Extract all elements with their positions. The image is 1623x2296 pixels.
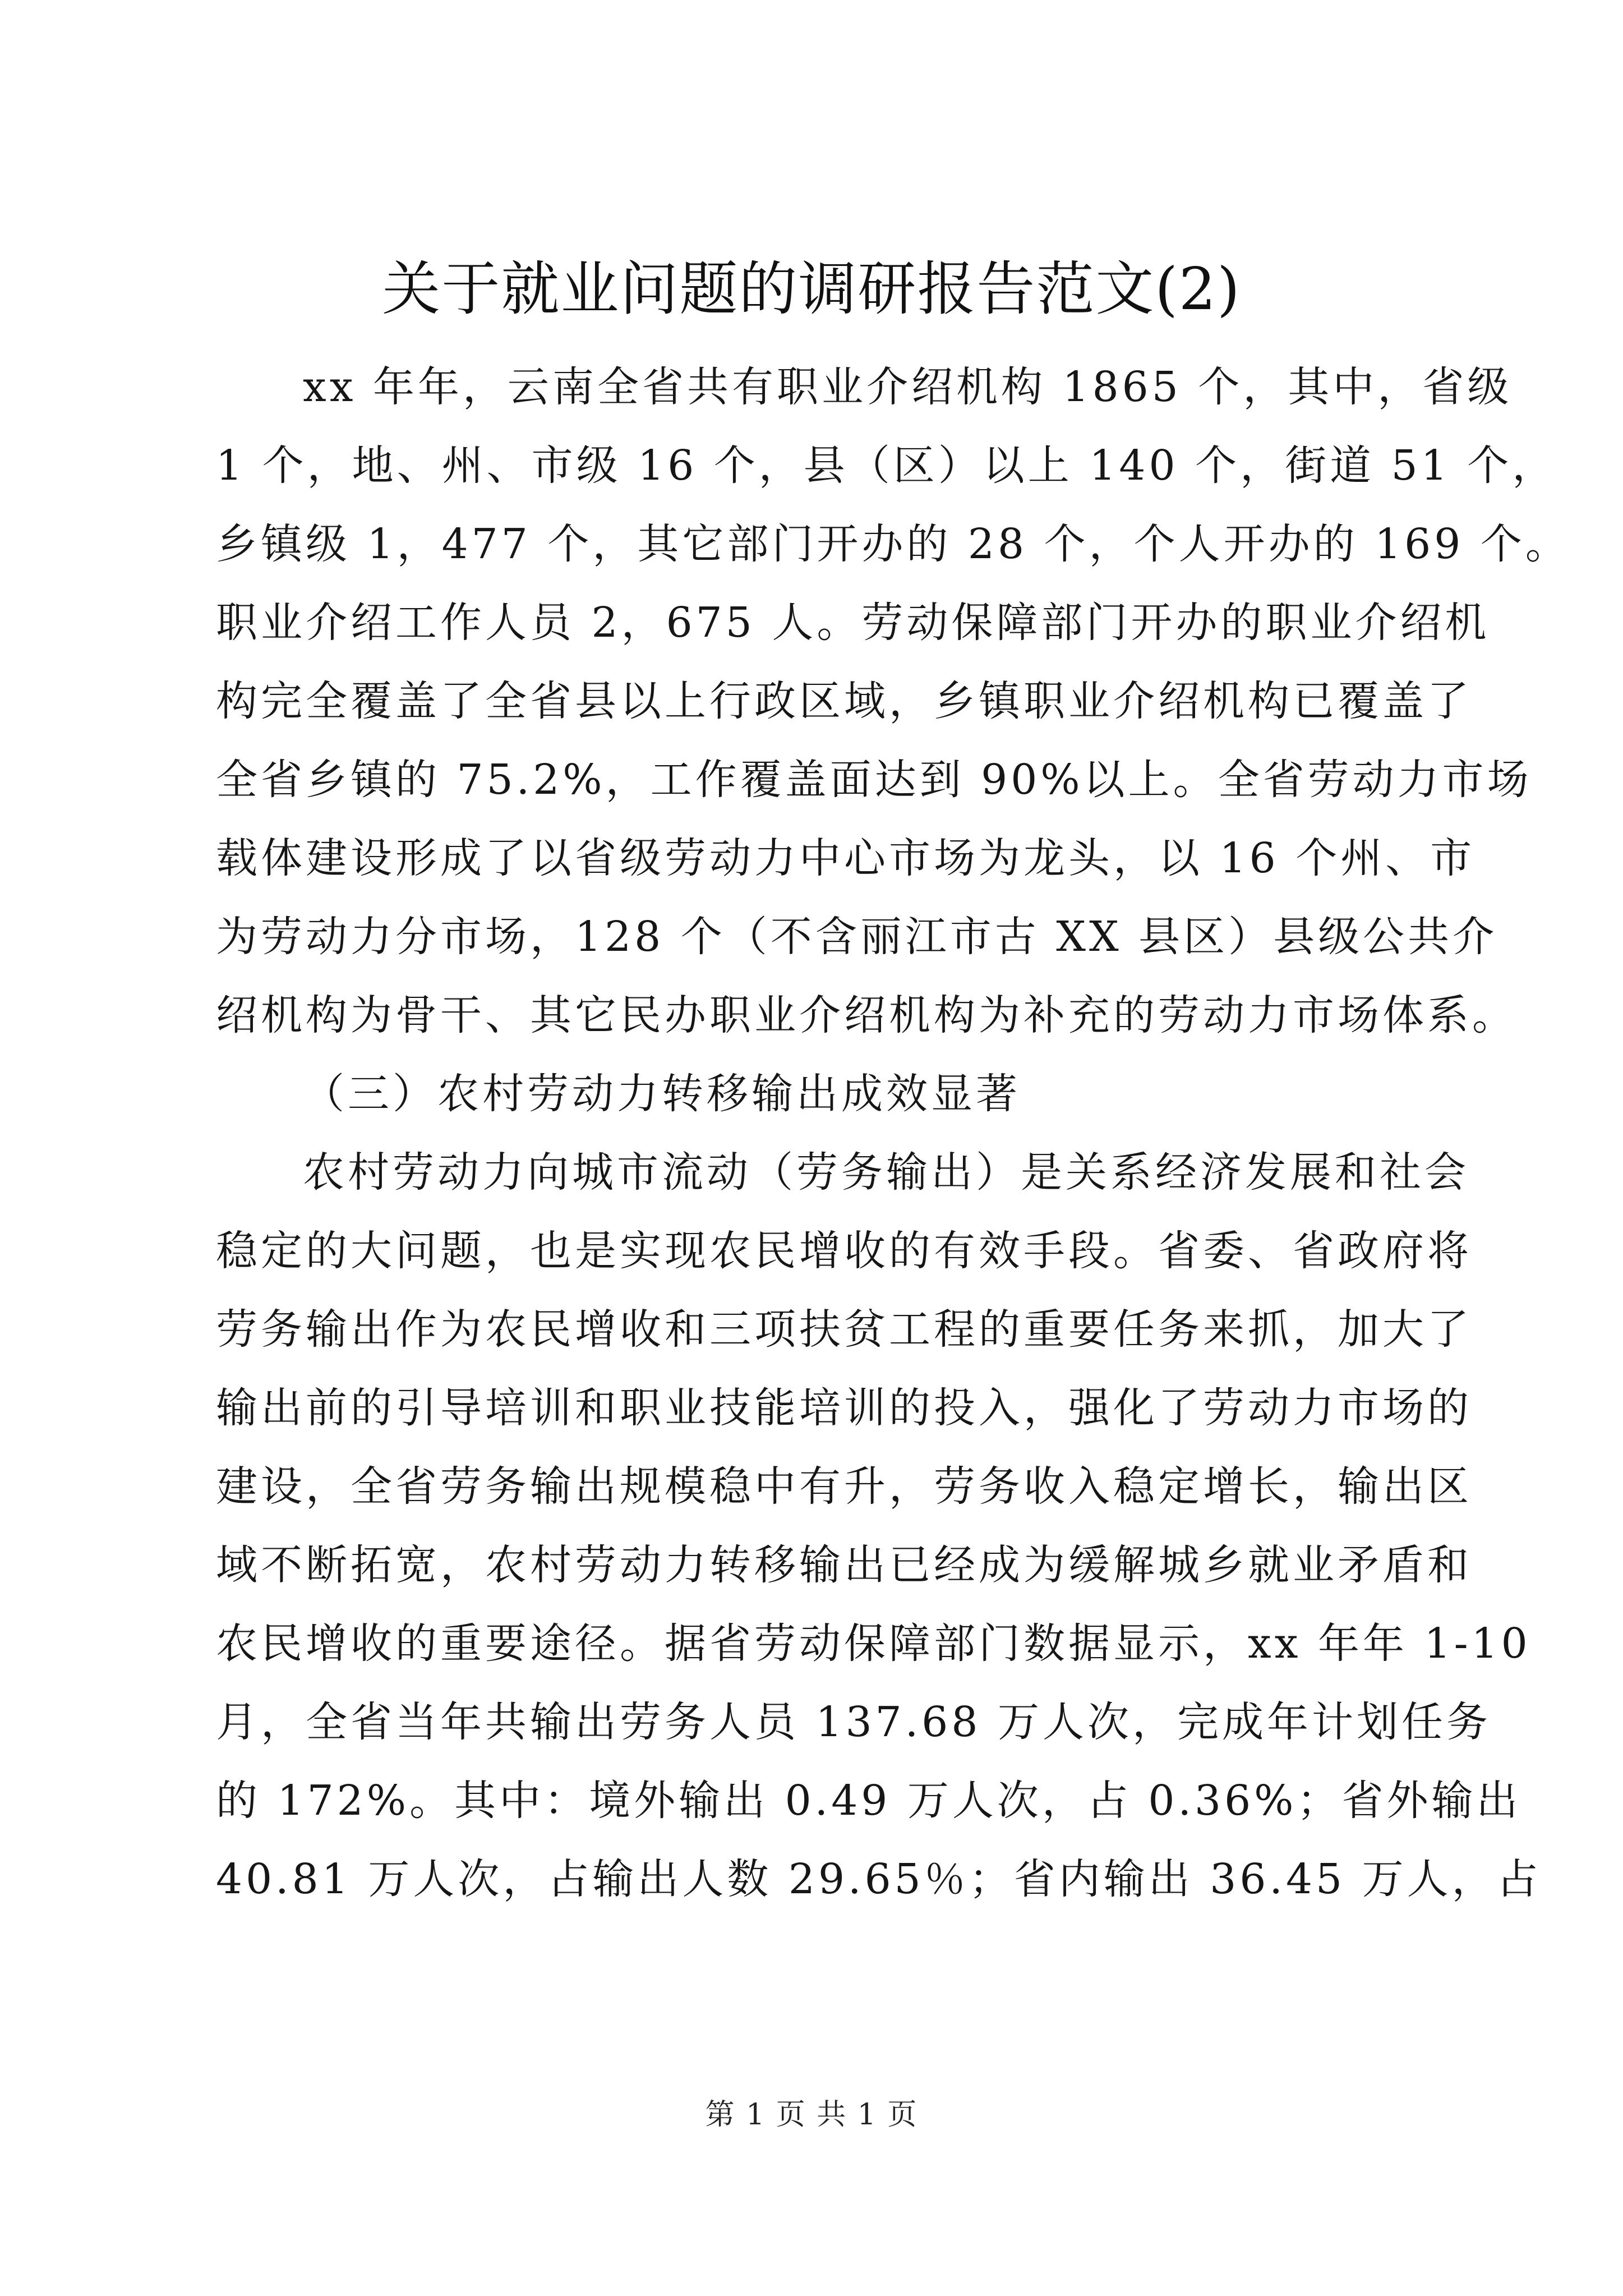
paragraph-line: 稳定的大问题，也是实现农民增收的有效手段。省委、省政府将 [216, 1227, 1472, 1275]
paragraph-line: 的 172%。其中：境外输出 0.49 万人次，占 0.36%；省外输出 [216, 1777, 1521, 1825]
paragraph-line: xx 年年，云南全省共有职业介绍机构 1865 个，其中，省级 [303, 363, 1513, 411]
paragraph-line: 建设，全省劳务输出规模稳中有升，劳务收入稳定增长，输出区 [216, 1462, 1472, 1511]
paragraph-line: 输出前的引导培训和职业技能培训的投入，强化了劳动力市场的 [216, 1384, 1472, 1432]
paragraph-line: 月，全省当年共输出劳务人员 137.68 万人次，完成年计划任务 [216, 1698, 1491, 1746]
section-heading: （三）农村劳动力转移输出成效显著 [303, 1070, 1021, 1118]
paragraph-line: 载体建设形成了以省级劳动力中心市场为龙头，以 16 个州、市 [216, 834, 1476, 882]
paragraph-line: 乡镇级 1，477 个，其它部门开办的 28 个，个人开办的 169 个。 [216, 520, 1570, 568]
paragraph-line: 农民增收的重要途径。据省劳动保障部门数据显示，xx 年年 1-10 [216, 1619, 1531, 1668]
paragraph-line: 全省乡镇的 75.2%，工作覆盖面达到 90%以上。全省劳动力市场 [216, 756, 1532, 804]
paragraph-line: 40.81 万人次，占输出人数 29.65％；省内输出 36.45 万人，占 [216, 1855, 1542, 1903]
paragraph-line: 域不断拓宽，农村劳动力转移输出已经成为缓解城乡就业矛盾和 [216, 1541, 1472, 1589]
paragraph-line: 农村劳动力向城市流动（劳务输出）是关系经济发展和社会 [303, 1148, 1469, 1197]
paragraph-line: 为劳动力分市场，128 个（不含丽江市古 XX 县区）县级公共介 [216, 913, 1498, 961]
page-footer: 第 1 页 共 1 页 [705, 2098, 918, 2132]
paragraph-line: 构完全覆盖了全省县以上行政区域，乡镇职业介绍机构已覆盖了 [216, 677, 1472, 725]
paragraph-line: 劳务输出作为农民增收和三项扶贫工程的重要任务来抓，加大了 [216, 1305, 1472, 1354]
paragraph-line: 绍机构为骨干、其它民办职业介绍机构为补充的劳动力市场体系。 [216, 991, 1517, 1039]
page-title: 关于就业问题的调研报告范文(2) [382, 255, 1241, 323]
paragraph-line: 职业介绍工作人员 2，675 人。劳动保障部门开办的职业介绍机 [216, 599, 1490, 647]
paragraph-line: 1 个，地、州、市级 16 个，县（区）以上 140 个，街道 51 个， [216, 441, 1557, 490]
